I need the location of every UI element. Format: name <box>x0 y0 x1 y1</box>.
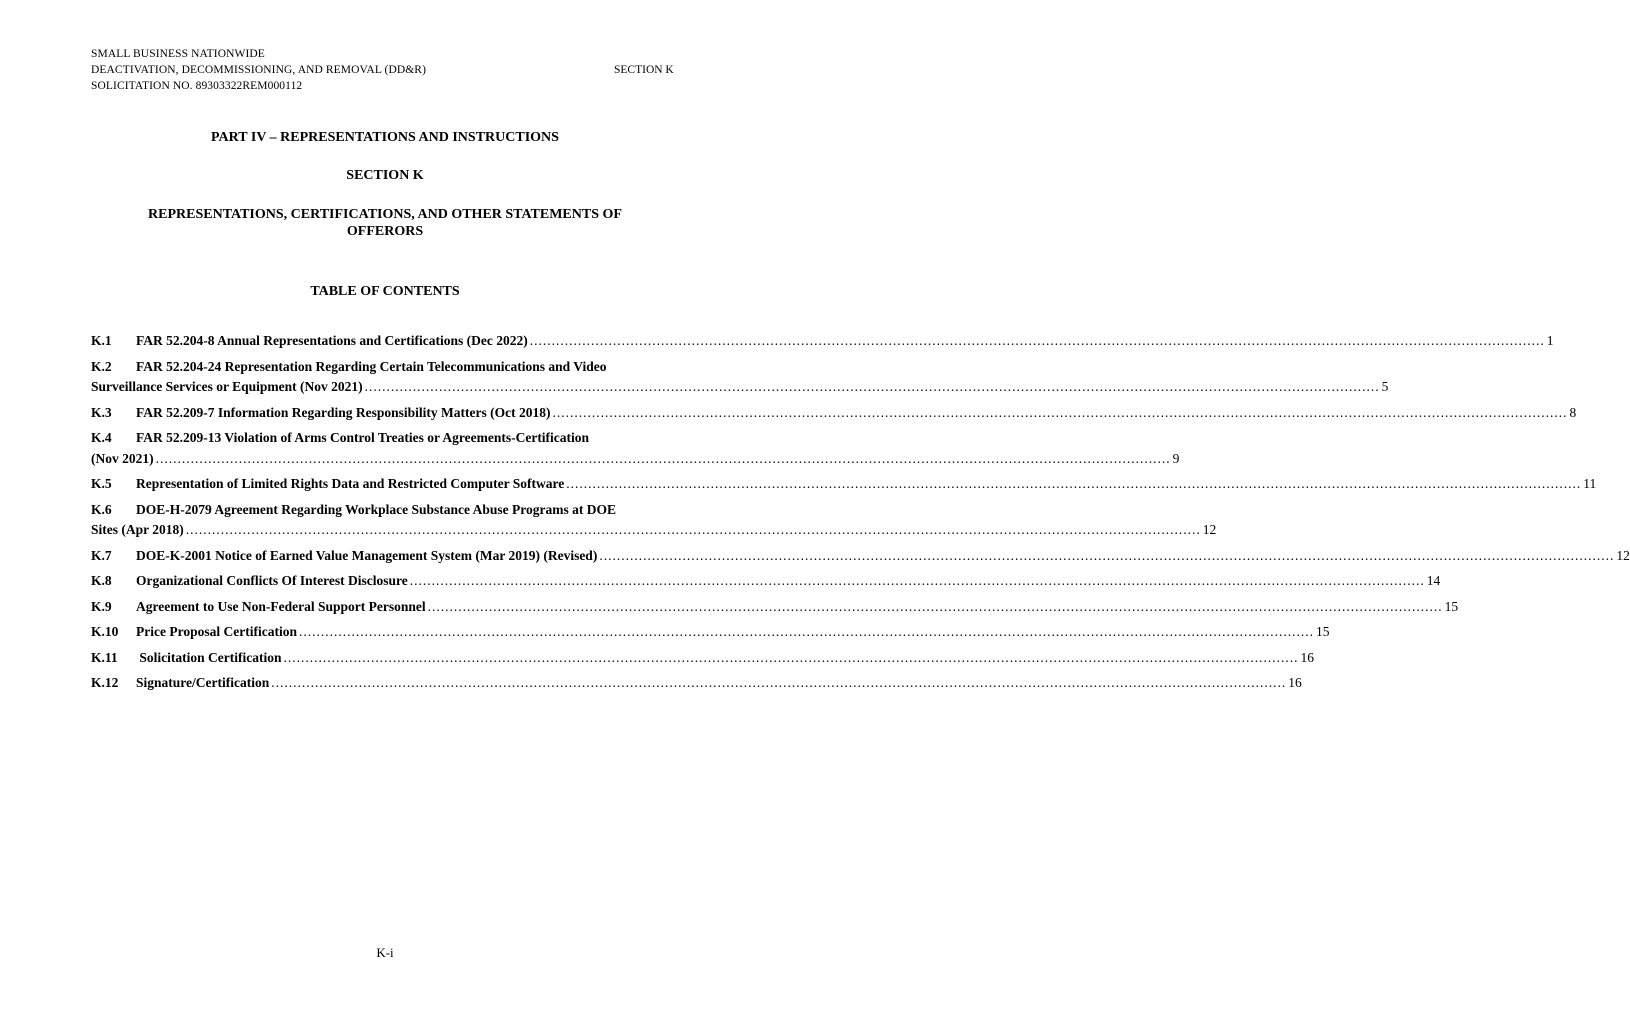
toc-entry-title: DOE-H-2079 Agreement Regarding Workplace Substance Abuse Programs at DOE <box>136 501 616 517</box>
toc-entry-line <box>91 597 1459 618</box>
toc-entry-title-continued: Surveillance Services or Equipment (Nov 2021) <box>91 379 363 394</box>
toc-entry-title: FAR 52.204-24 Representation Regarding Certain Telecommunications and Video <box>136 358 607 374</box>
toc-entry[interactable] <box>91 571 1441 592</box>
toc-entry-page: 5 <box>1381 379 1389 394</box>
toc-entry-page: 15 <box>1444 598 1459 614</box>
toc-leader-dots <box>410 571 1425 592</box>
toc-entry-number: K.6 <box>91 501 112 517</box>
toc-leader-dots <box>566 474 1581 495</box>
toc-entry-page: 11 <box>1583 476 1597 491</box>
toc-entry-line <box>91 377 1389 398</box>
toc-entry-number: K.3 <box>91 404 112 420</box>
toc-entry-number: K.12 <box>91 675 119 690</box>
toc-entry-line <box>91 474 1597 495</box>
toc-entry-number: K.7 <box>91 547 112 563</box>
toc-entry-line <box>91 520 1217 541</box>
toc-entry-page: 8 <box>1569 404 1577 420</box>
toc-entry[interactable] <box>91 597 1459 618</box>
toc-leader-dots <box>186 520 1201 541</box>
toc-entry[interactable] <box>91 500 1217 541</box>
toc-entry-page: 12 <box>1202 522 1217 537</box>
toc-entry-number: K.9 <box>91 598 112 614</box>
toc-entry-line <box>91 449 1180 470</box>
toc-leader-dots <box>599 546 1614 567</box>
toc-entry-page: 14 <box>1426 573 1441 588</box>
toc-entry-number: K.4 <box>91 430 112 445</box>
toc-entry-page: 12 <box>1616 547 1630 563</box>
heading-line-1: REPRESENTATIONS, CERTIFICATIONS, AND OTHER STATEMENTS OF <box>148 207 622 222</box>
toc-entry-title: Representation of Limited Rights Data and Restricted Computer Software <box>136 476 565 491</box>
toc-entry-line <box>91 622 1330 643</box>
part-title: PART IV – REPRESENTATIONS AND INSTRUCTIONS <box>211 130 559 145</box>
toc-entry-line <box>91 648 1314 669</box>
toc-entry-page: 9 <box>1172 450 1180 466</box>
toc-leader-dots <box>271 673 1286 694</box>
toc-entry[interactable] <box>91 546 1630 567</box>
toc-entry-title: Agreement to Use Non-Federal Support Personnel <box>136 598 426 614</box>
table-of-contents <box>91 331 1630 699</box>
toc-title: TABLE OF CONTENTS <box>310 284 460 299</box>
toc-leader-dots <box>552 403 1567 424</box>
header-section: SECTION K <box>614 64 674 76</box>
toc-entry-line <box>91 546 1630 567</box>
header-program: SMALL BUSINESS NATIONWIDE <box>91 48 265 60</box>
toc-entry-title: FAR 52.204-8 Annual Representations and Certifications (Dec 2022) <box>136 333 528 348</box>
toc-entry-title-continued: Sites (Apr 2018) <box>91 522 184 537</box>
toc-entry-line <box>91 428 680 449</box>
toc-entry-number: K.2 <box>91 358 112 374</box>
toc-entry-title: FAR 52.209-7 Information Regarding Responsibility Matters (Oct 2018) <box>136 404 551 420</box>
toc-entry-title: Organizational Conflicts Of Interest Disclosure <box>136 573 408 588</box>
header-block <box>91 46 426 94</box>
header-contract: DEACTIVATION, DECOMMISSIONING, AND REMOVAL (DD&R) <box>91 64 426 76</box>
toc-entry-line <box>91 331 1554 352</box>
toc-entry-number: K.10 <box>91 624 119 639</box>
toc-entry-line <box>91 357 680 378</box>
toc-entry-number: K.11 <box>91 649 118 665</box>
toc-entry[interactable] <box>91 648 1314 669</box>
toc-entry-title: DOE-K-2001 Notice of Earned Value Management System (Mar 2019) (Revised) <box>136 547 598 563</box>
toc-entry-line <box>91 500 680 521</box>
toc-entry-title: Price Proposal Certification <box>136 624 297 639</box>
toc-entry[interactable] <box>91 673 1302 694</box>
toc-entry[interactable] <box>91 474 1597 495</box>
toc-entry-page: 16 <box>1300 649 1314 665</box>
toc-entry[interactable] <box>91 622 1330 643</box>
toc-leader-dots <box>299 622 1314 643</box>
toc-entry-title: Signature/Certification <box>136 675 270 690</box>
toc-leader-dots <box>365 377 1380 398</box>
toc-leader-dots <box>283 648 1298 669</box>
toc-entry-page: 16 <box>1288 675 1302 690</box>
heading-line-2: OFFERORS <box>346 224 424 239</box>
toc-entry-title: Solicitation Certification <box>136 649 282 665</box>
toc-entry-title: FAR 52.209-13 Violation of Arms Control Treaties or Agreements-Certification <box>136 430 590 445</box>
toc-entry-page: 1 <box>1546 333 1554 348</box>
toc-entry[interactable] <box>91 403 1577 424</box>
toc-leader-dots <box>428 597 1443 618</box>
toc-entry[interactable] <box>91 357 1389 398</box>
toc-leader-dots <box>530 331 1545 352</box>
toc-entry-page: 15 <box>1315 624 1330 639</box>
toc-entry[interactable] <box>91 331 1554 352</box>
toc-entry-line <box>91 673 1302 694</box>
toc-leader-dots <box>156 449 1171 470</box>
toc-entry-line <box>91 403 1577 424</box>
toc-entry[interactable] <box>91 428 1180 469</box>
header-solicitation: SOLICITATION NO. 89303322REM000112 <box>91 80 303 92</box>
section-title: SECTION K <box>346 168 424 183</box>
page-number: K-i <box>376 945 394 960</box>
toc-entry-title-continued: (Nov 2021) <box>91 450 154 466</box>
toc-entry-number: K.5 <box>91 476 112 491</box>
toc-entry-line <box>91 571 1441 592</box>
toc-entry-number: K.8 <box>91 573 112 588</box>
toc-entry-number: K.1 <box>91 333 112 348</box>
